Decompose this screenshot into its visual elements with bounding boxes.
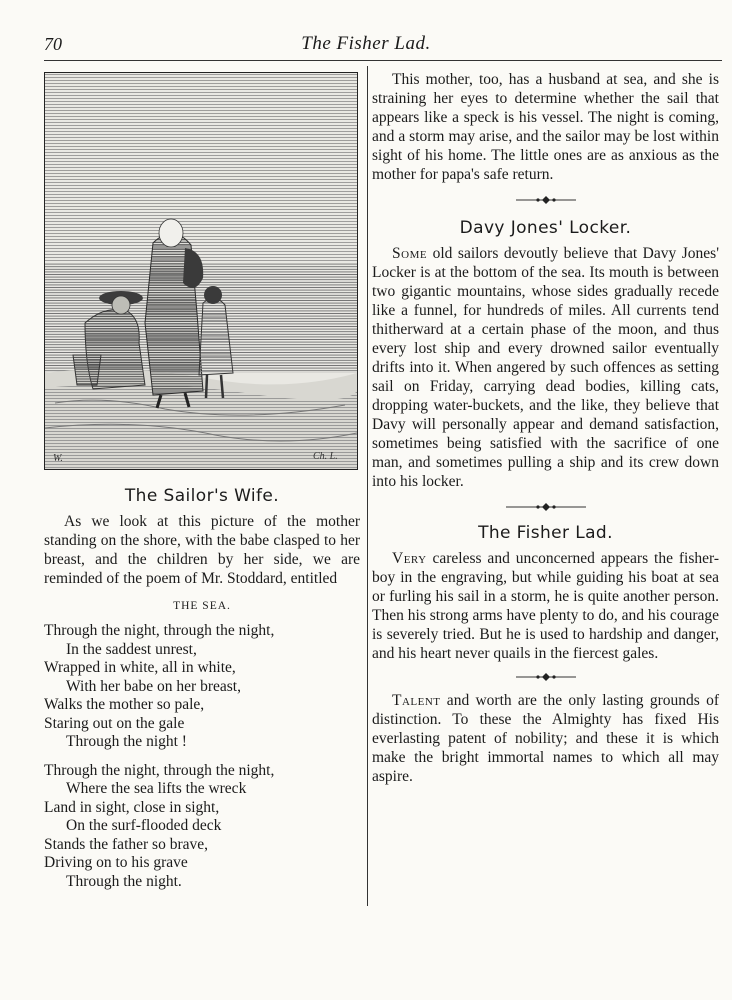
section-ornament xyxy=(372,501,719,513)
paragraph-text: and worth are the only lasting grounds of distinction. To these the Almighty has fixed His everlasting patent of nobility; and these it is which make the bright immortal names to which all may aspire. xyxy=(372,692,719,785)
poem-title: THE SEA. xyxy=(173,600,231,612)
engraving-signature-left: W. xyxy=(53,453,63,464)
paragraph-text: old sailors devoutly believe that Davy Jones' Locker is at the bottom of the sea. Its mouth is between two gigantic mountains, whose sides gradually recede like a funnel, for hundreds of miles. All currents tend thitherward at a certain phase of the moon, and thus every lost ship and every drowned sailor eventually drifts into it. When angered by such offences as setting sail on Friday, carrying dead bodies, killing cats, dropping water-buckets, and the like, they believe that Davy will personally appear and demand satisfaction, sometimes being satisfied with the sacrifice of one man, and sometimes pulling a ship and its crew down into his locker. xyxy=(372,245,719,490)
poem-line: Land in sight, close in sight, xyxy=(44,798,220,816)
poem-line: In the saddest unrest, xyxy=(66,640,197,658)
poem-line: With her babe on her breast, xyxy=(66,677,241,695)
paragraph-text: careless and unconcerned appears the fisher-boy in the engraving, but while guiding his boat at sea or furling his sail in a storm, he is quite another person. Then his strong arms have plenty to do, and his courage is severely tried. But he is used to hardship and danger, and his heart never quails in the fiercest gales. xyxy=(372,550,719,662)
engraving-image xyxy=(45,73,357,469)
poem-line: Stands the father so brave, xyxy=(44,835,208,853)
poem-line: Wrapped in white, all in white, xyxy=(44,659,236,676)
paragraph-fisher-lad xyxy=(372,549,719,663)
engraving-signature-right: Ch. L. xyxy=(313,451,338,462)
paragraph-mother-husband: This mother, too, has a husband at sea, and she is straining her eyes to determine whether the sail that appears like a speck is his vessel. The night is coming, and a storm may arise, and the sailor may be lost within sight of his home. The little ones are as anxious as the mother for papa's safe return. xyxy=(372,71,719,183)
section-ornament xyxy=(372,671,719,683)
lead-word: Talent xyxy=(392,692,441,709)
paragraph-sailors-wife: As we look at this picture of the mother standing on the shore, with the babe clasped to her breast, and the children by her side, we are reminded of the poem of Mr. Stoddard, entitled xyxy=(44,513,360,587)
header-rule xyxy=(44,60,722,61)
lead-word: Very xyxy=(392,550,427,567)
heading-sailors-wife: The Sailor's Wife. xyxy=(124,486,280,506)
poem-line: Through the night, through the night, xyxy=(44,761,275,779)
poem-stanza-2 xyxy=(44,762,360,892)
engraving-sailors-wife xyxy=(44,72,358,470)
section-ornament xyxy=(372,194,719,206)
left-column xyxy=(44,72,360,891)
paragraph-talent xyxy=(372,691,719,786)
column-divider xyxy=(367,66,368,906)
right-column xyxy=(372,70,719,786)
page-number: 70 xyxy=(44,34,62,54)
poem-stanza-1 xyxy=(44,622,360,752)
poem-line: Through the night. xyxy=(66,872,182,890)
poem-line: Through the night ! xyxy=(66,733,187,750)
poem-line: Through the night, through the night, xyxy=(44,622,275,639)
stanza-gap xyxy=(44,752,360,762)
paragraph-davy-jones xyxy=(372,244,719,491)
poem-line: Driving on to his grave xyxy=(44,854,188,871)
poem-line: Where the sea lifts the wreck xyxy=(66,780,247,797)
poem-line: On the surf-flooded deck xyxy=(66,817,222,834)
lead-word: Some xyxy=(392,245,428,262)
running-title: The Fisher Lad. xyxy=(301,33,431,54)
poem-line: Walks the mother so pale, xyxy=(44,696,205,713)
heading-davy-jones: Davy Jones' Locker. xyxy=(459,218,632,238)
heading-fisher-lad: The Fisher Lad. xyxy=(478,523,613,543)
poem-line: Staring out on the gale xyxy=(44,714,185,732)
